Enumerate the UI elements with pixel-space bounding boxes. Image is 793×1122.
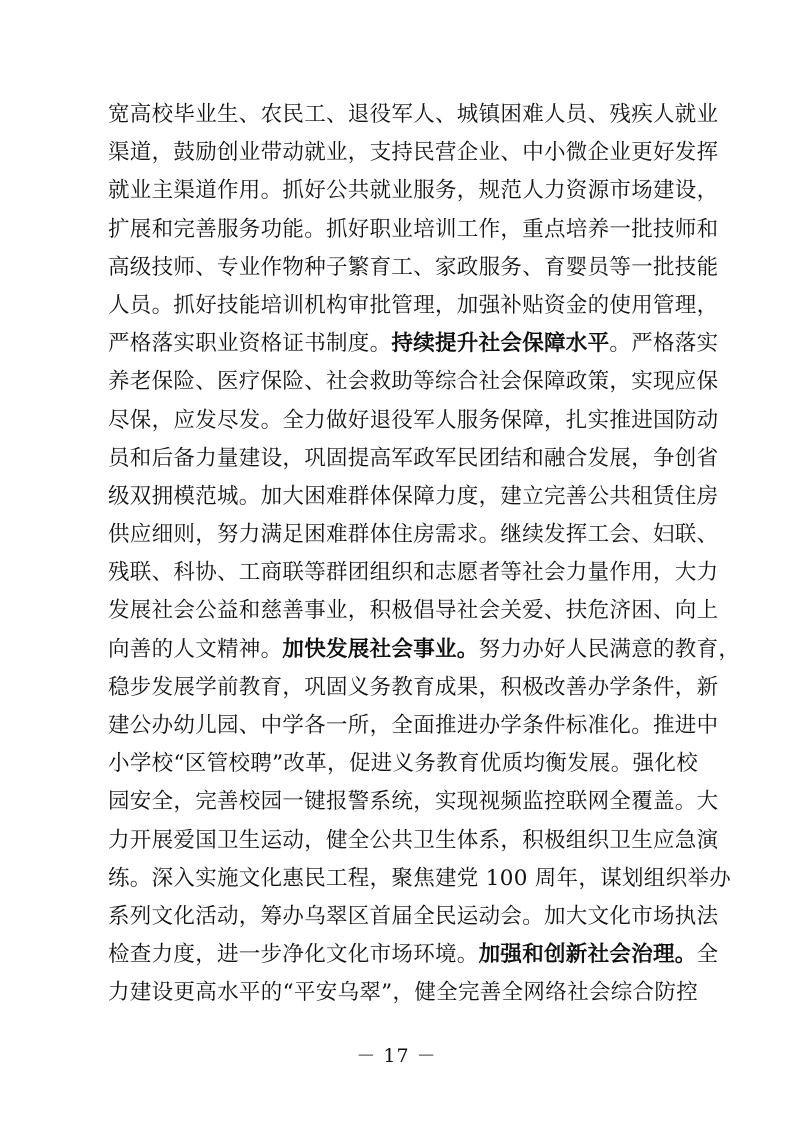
bold-heading-phrase: 加快发展社会事业。	[282, 636, 479, 662]
text-segment: 力建设更高水平的“平安乌翠”，健全完善全网络社会综合防控	[108, 980, 698, 1006]
bold-heading-phrase: 加强和创新社会治理。	[478, 942, 697, 968]
text-segment: 渠道，鼓励创业带动就业，支持民营企业、中小微企业更好发挥	[108, 140, 719, 166]
text-line	[108, 592, 719, 630]
text-segment: 养老保险、医疗保险、社会救助等综合社会保障政策，实现应保	[108, 369, 719, 395]
text-segment: 系列文化活动，筹办乌翠区首届全民运动会。加大文化市场执法	[108, 903, 719, 929]
text-segment: 努力办好人民满意的教育，	[478, 636, 741, 662]
text-segment: 建公办幼儿园、中学各一所，全面推进办学条件标准化。推进中	[108, 713, 719, 738]
text-segment: 员和后备力量建设，巩固提高军政军民团结和融合发展，争创省	[108, 445, 719, 471]
text-line	[108, 96, 719, 134]
text-segment: 力开展爱国卫生运动，健全公共卫生体系，积极组织卫生应急演	[108, 827, 719, 853]
text-segment: 向善的人文精神。	[108, 636, 283, 662]
page-number: － 17 －	[356, 1045, 437, 1067]
text-line	[108, 249, 719, 287]
text-line	[108, 402, 719, 440]
text-segment: 检查力度，进一步净化文化市场环境。	[108, 942, 479, 968]
text-line	[108, 554, 719, 592]
text-segment: 高级技师、专业作物种子繁育工、家政服务、育婴员等一批技能	[108, 254, 719, 280]
text-segment: 扩展和完善服务功能。抓好职业培训工作，重点培养一批技师和	[108, 216, 719, 242]
text-line	[108, 287, 719, 325]
text-line	[108, 783, 719, 821]
text-segment: 宽高校毕业生、农民工、退役军人、城镇困难人员、残疾人就业	[108, 102, 719, 127]
text-line	[108, 898, 719, 936]
text-segment: 。严格落实	[609, 331, 719, 357]
text-line	[108, 707, 719, 745]
text-segment: 残联、科协、工商联等群团组织和志愿者等社会力量作用，大力	[108, 560, 719, 586]
text-segment: 练。深入实施文化惠民工程，聚焦建党 100 周年，谋划组织举办	[108, 865, 732, 891]
text-segment: 稳步发展学前教育，巩固义务教育成果，积极改善办学条件，新	[108, 674, 719, 700]
text-line	[108, 211, 719, 249]
text-line	[108, 363, 719, 401]
text-segment: 供应细则，努力满足困难群体住房需求。继续发挥工会、妇联、	[108, 522, 719, 548]
text-segment: 尽保，应发尽发。全力做好退役军人服务保障，扎实推进国防动	[108, 407, 719, 433]
text-line	[108, 440, 719, 478]
text-segment: 人员。抓好技能培训机构审批管理，加强补贴资金的使用管理，	[108, 292, 719, 318]
text-segment: 小学校“区管校聘”改革，促进义务教育优质均衡发展。强化校	[108, 751, 698, 777]
text-segment: 发展社会公益和慈善事业，积极倡导社会关爱、扶危济困、向上	[108, 598, 719, 624]
text-line	[108, 172, 719, 210]
body-text	[108, 96, 741, 1013]
text-line	[108, 936, 719, 974]
text-line	[108, 822, 719, 860]
text-segment: 园安全，完善校园一键报警系统，实现视频监控联网全覆盖。大	[108, 789, 719, 815]
text-line	[108, 516, 719, 554]
text-line	[108, 669, 719, 707]
text-line	[108, 974, 698, 1012]
text-line	[108, 134, 719, 172]
text-line	[108, 478, 719, 516]
text-segment: 级双拥模范城。加大困难群体保障力度，建立完善公共租赁住房	[108, 483, 719, 509]
text-segment: 就业主渠道作用。抓好公共就业服务，规范人力资源市场建设，	[108, 178, 719, 204]
text-line	[108, 860, 732, 898]
text-line	[108, 745, 698, 783]
text-line	[108, 631, 741, 669]
text-line	[108, 325, 719, 363]
text-segment: 全	[696, 942, 719, 968]
bold-heading-phrase: 持续提升社会保障水平	[391, 331, 610, 357]
text-segment: 严格落实职业资格证书制度。	[108, 331, 392, 357]
